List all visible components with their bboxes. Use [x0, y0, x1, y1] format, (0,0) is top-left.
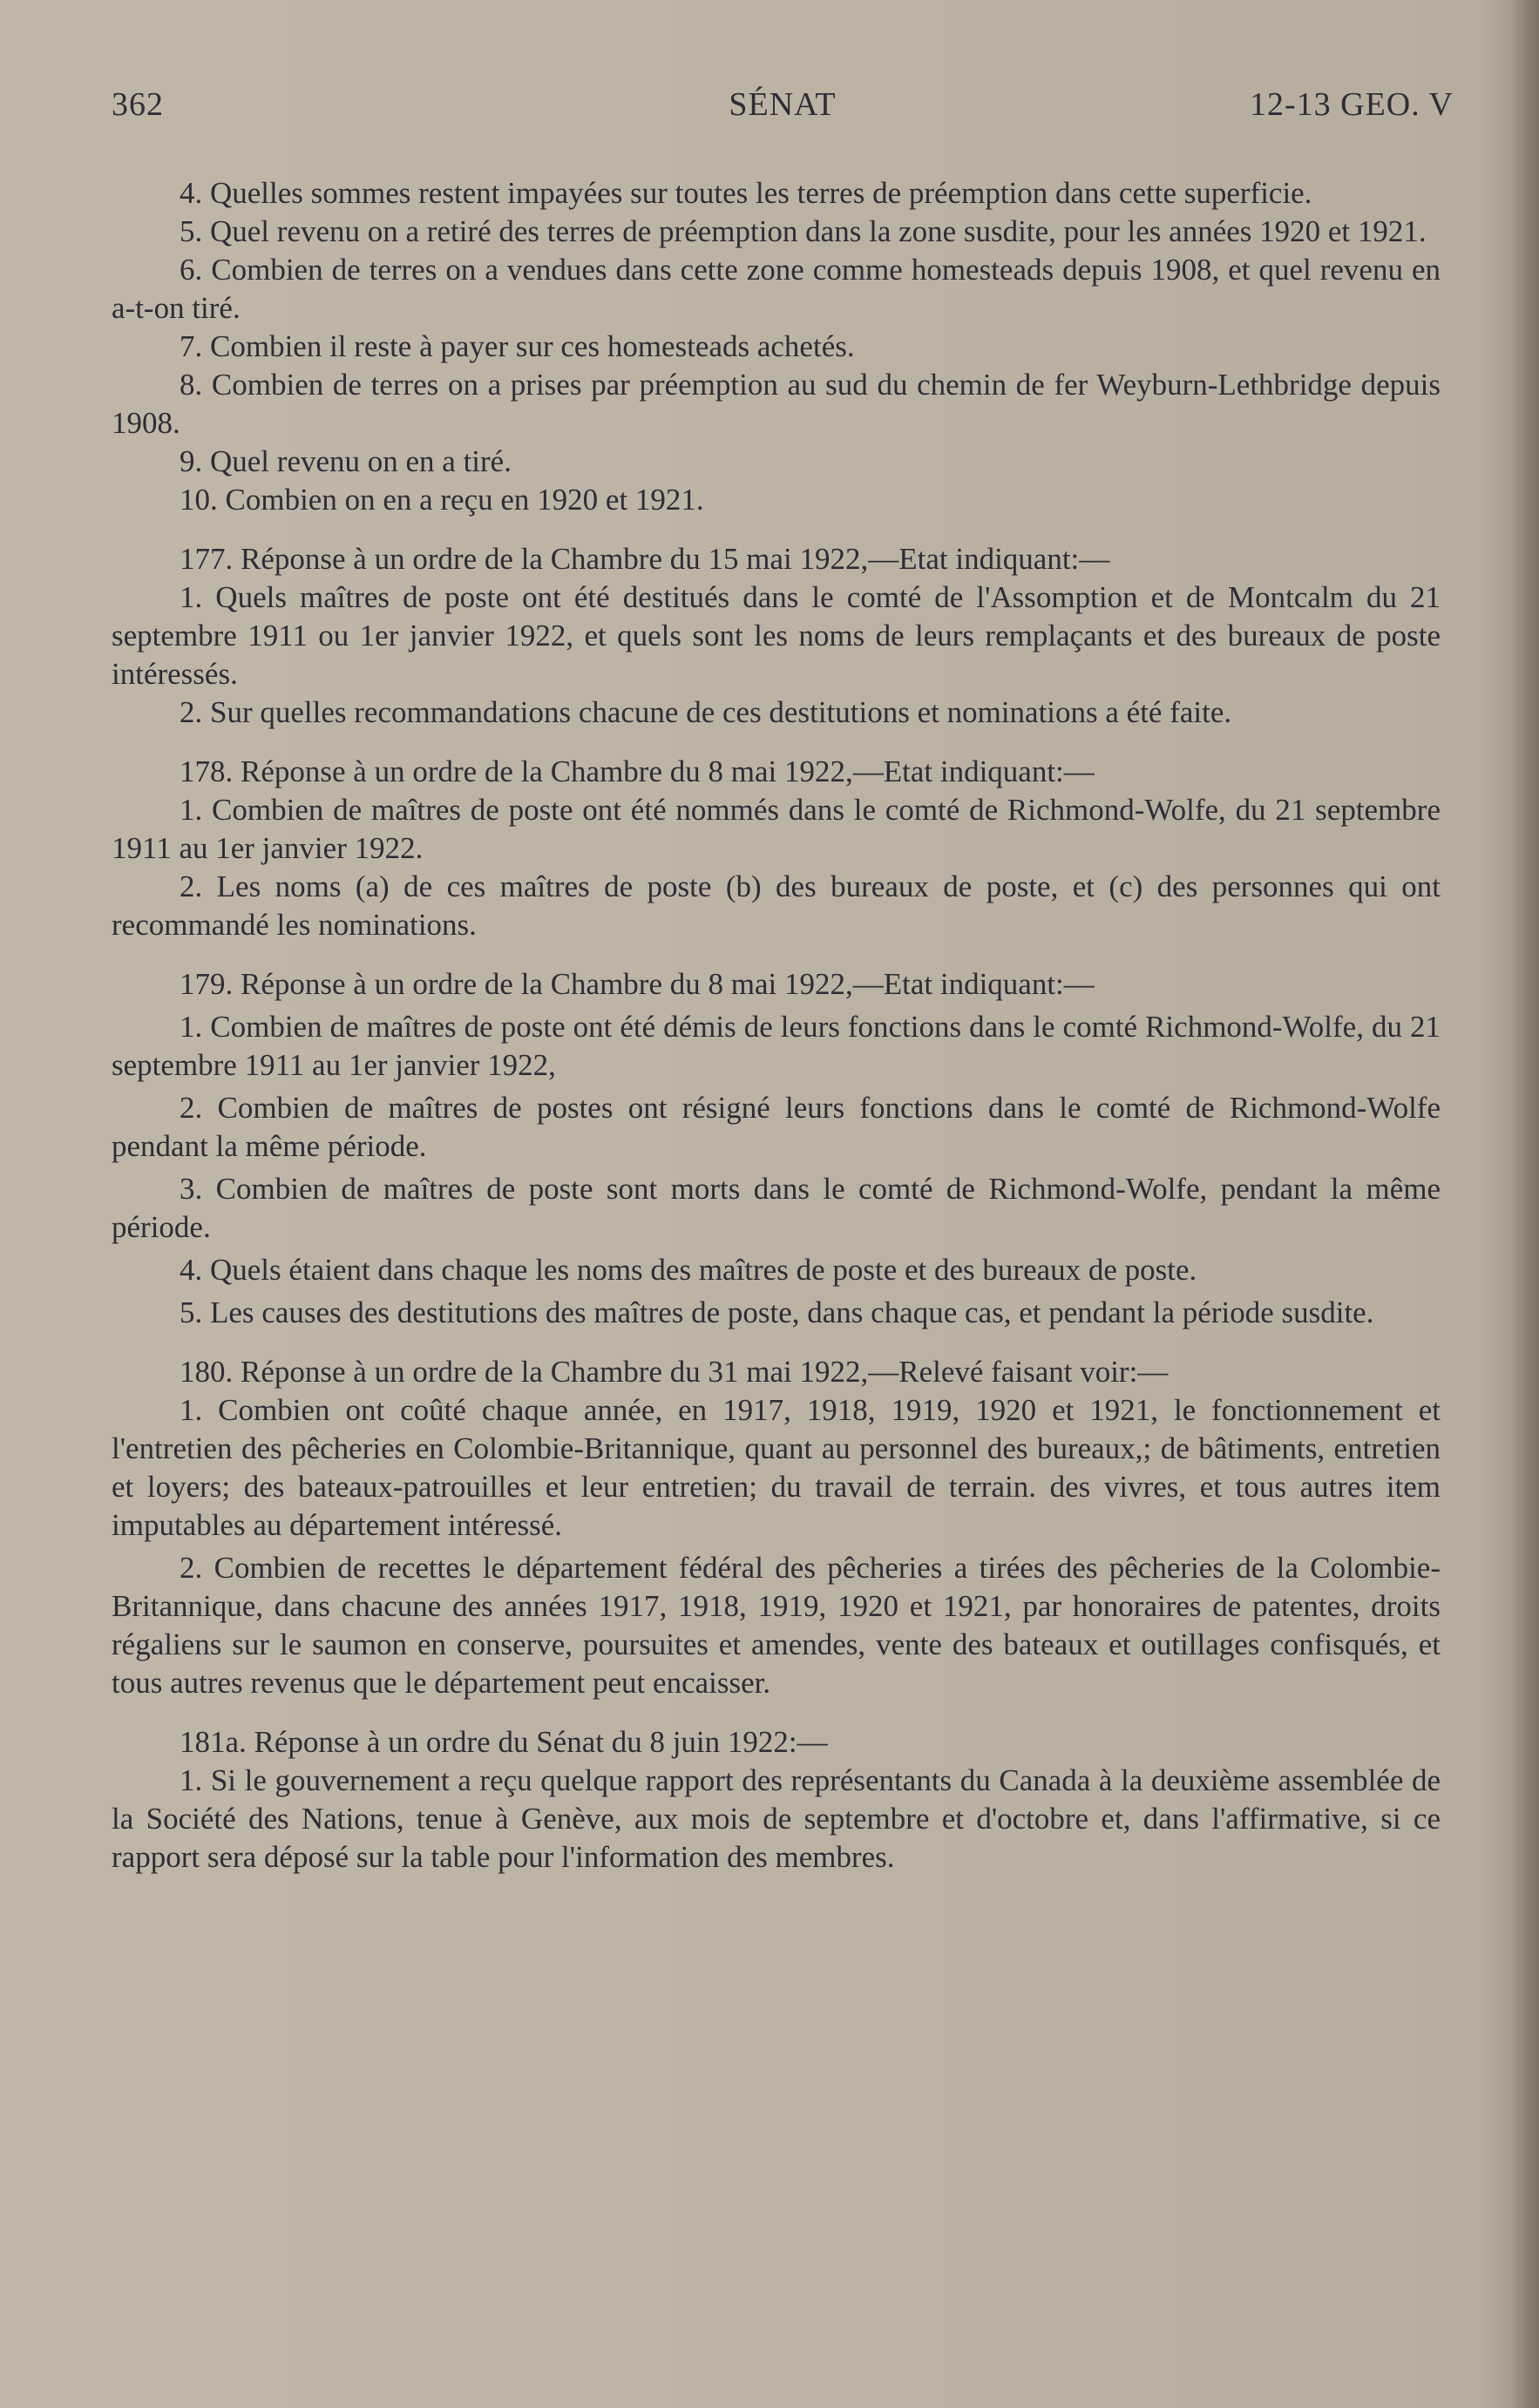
question-item: 6. Combien de terres on a vendues dans cette zone comme homesteads depuis 1908, et quel revenu en a-t-on tiré.: [112, 253, 1441, 325]
question-item: 10. Combien on en a reçu en 1920 et 1921.: [180, 483, 704, 517]
question-item: 2. Combien de maîtres de postes ont résigné leurs fonctions dans le comté de Richmond-Wolfe pendant la même période.: [112, 1091, 1441, 1163]
return-heading: 177. Réponse à un ordre de la Chambre du 15 mai 1922,—Etat indiquant:—: [180, 542, 1110, 576]
question-item: 1. Combien de maîtres de poste ont été démis de leurs fonctions dans le comté Richmond-Wolfe, du 21 septembre 1911 au 1er janvier 1922,: [112, 1010, 1441, 1082]
question-item: 1. Quels maîtres de poste ont été destitués dans le comté de l'Assomption et de Montcalm du 21 septembre 1911 ou 1er janvier 1922, et quels sont les noms de leurs remplaçants et des bureaux de poste intéressés.: [112, 580, 1441, 691]
question-item: 4. Quelles sommes restent impayées sur toutes les terres de préemption dans cette superficie.: [180, 176, 1312, 210]
question-item: 8. Combien de terres on a prises par préemption au sud du chemin de fer Weyburn-Lethbridge depuis 1908.: [112, 368, 1441, 440]
page-header: [112, 85, 1454, 129]
return-177: [112, 540, 1441, 732]
return-179: [112, 965, 1441, 1332]
question-item: 2. Les noms (a) de ces maîtres de poste (b) des bureaux de poste, et (c) des personnes qui ont recommandé les nominations.: [112, 869, 1441, 942]
question-item: 1. Combien ont coûté chaque année, en 1917, 1918, 1919, 1920 et 1921, le fonctionnement et l'entretien des pêcheries en Colombie-Britannique, quant au personnel des bureaux,; de bâtiments, entretien et loyers; des bateaux-patrouilles et leur entretien; du travail de terrain. des vivres, et tous autres item imputables au département intéressé.: [112, 1393, 1441, 1542]
question-item: 7. Combien il reste à payer sur ces homesteads achetés.: [180, 329, 855, 363]
session-label: 12-13 GEO. V: [1249, 86, 1454, 123]
question-item: 1. Si le gouvernement a reçu quelque rapport des représentants du Canada à la deuxième assemblée de la Société des Nations, tenue à Genève, aux mois de septembre et d'octobre et, dans l'affirmative, si ce rapport sera déposé sur la table pour l'information des membres.: [112, 1763, 1441, 1874]
running-title: SÉNAT: [729, 86, 837, 123]
page-number: 362: [112, 86, 164, 123]
return-heading: 180. Réponse à un ordre de la Chambre du 31 mai 1922,—Relevé faisant voir:—: [180, 1355, 1169, 1389]
page-body: [112, 174, 1441, 1877]
question-item: 2. Sur quelles recommandations chacune de ces destitutions et nominations a été faite.: [180, 695, 1232, 729]
return-heading: 179. Réponse à un ordre de la Chambre du 8 mai 1922,—Etat indiquant:—: [180, 967, 1095, 1001]
question-item: 4. Quels étaient dans chaque les noms des maîtres de poste et des bureaux de poste.: [180, 1253, 1197, 1287]
question-item: 5. Quel revenu on a retiré des terres de préemption dans la zone susdite, pour les années 1920 et 1921.: [180, 214, 1427, 248]
question-item: 1. Combien de maîtres de poste ont été nommés dans le comté de Richmond-Wolfe, du 21 septembre 1911 au 1er janvier 1922.: [112, 793, 1441, 865]
page-edge: [1509, 0, 1539, 2408]
continued-questions: [112, 174, 1441, 519]
return-heading: 181a. Réponse à un ordre du Sénat du 8 juin 1922:—: [180, 1725, 828, 1759]
return-180: [112, 1353, 1441, 1702]
question-item: 9. Quel revenu on en a tiré.: [180, 444, 512, 478]
return-heading: 178. Réponse à un ordre de la Chambre du 8 mai 1922,—Etat indiquant:—: [180, 754, 1095, 788]
return-181a: [112, 1723, 1441, 1877]
return-178: [112, 753, 1441, 944]
question-item: 2. Combien de recettes le département fédéral des pêcheries a tirées des pêcheries de la Colombie-Britannique, dans chacune des années 1917, 1918, 1919, 1920 et 1921, par honoraires de patentes, droits régaliens sur le saumon en conserve, poursuites et amendes, vente des bateaux et outillages confisqués, et tous autres revenus que le département peut encaisser.: [112, 1551, 1441, 1700]
question-item: 5. Les causes des destitutions des maîtres de poste, dans chaque cas, et pendant la période susdite.: [180, 1295, 1374, 1329]
question-item: 3. Combien de maîtres de poste sont morts dans le comté de Richmond-Wolfe, pendant la même période.: [112, 1172, 1441, 1244]
